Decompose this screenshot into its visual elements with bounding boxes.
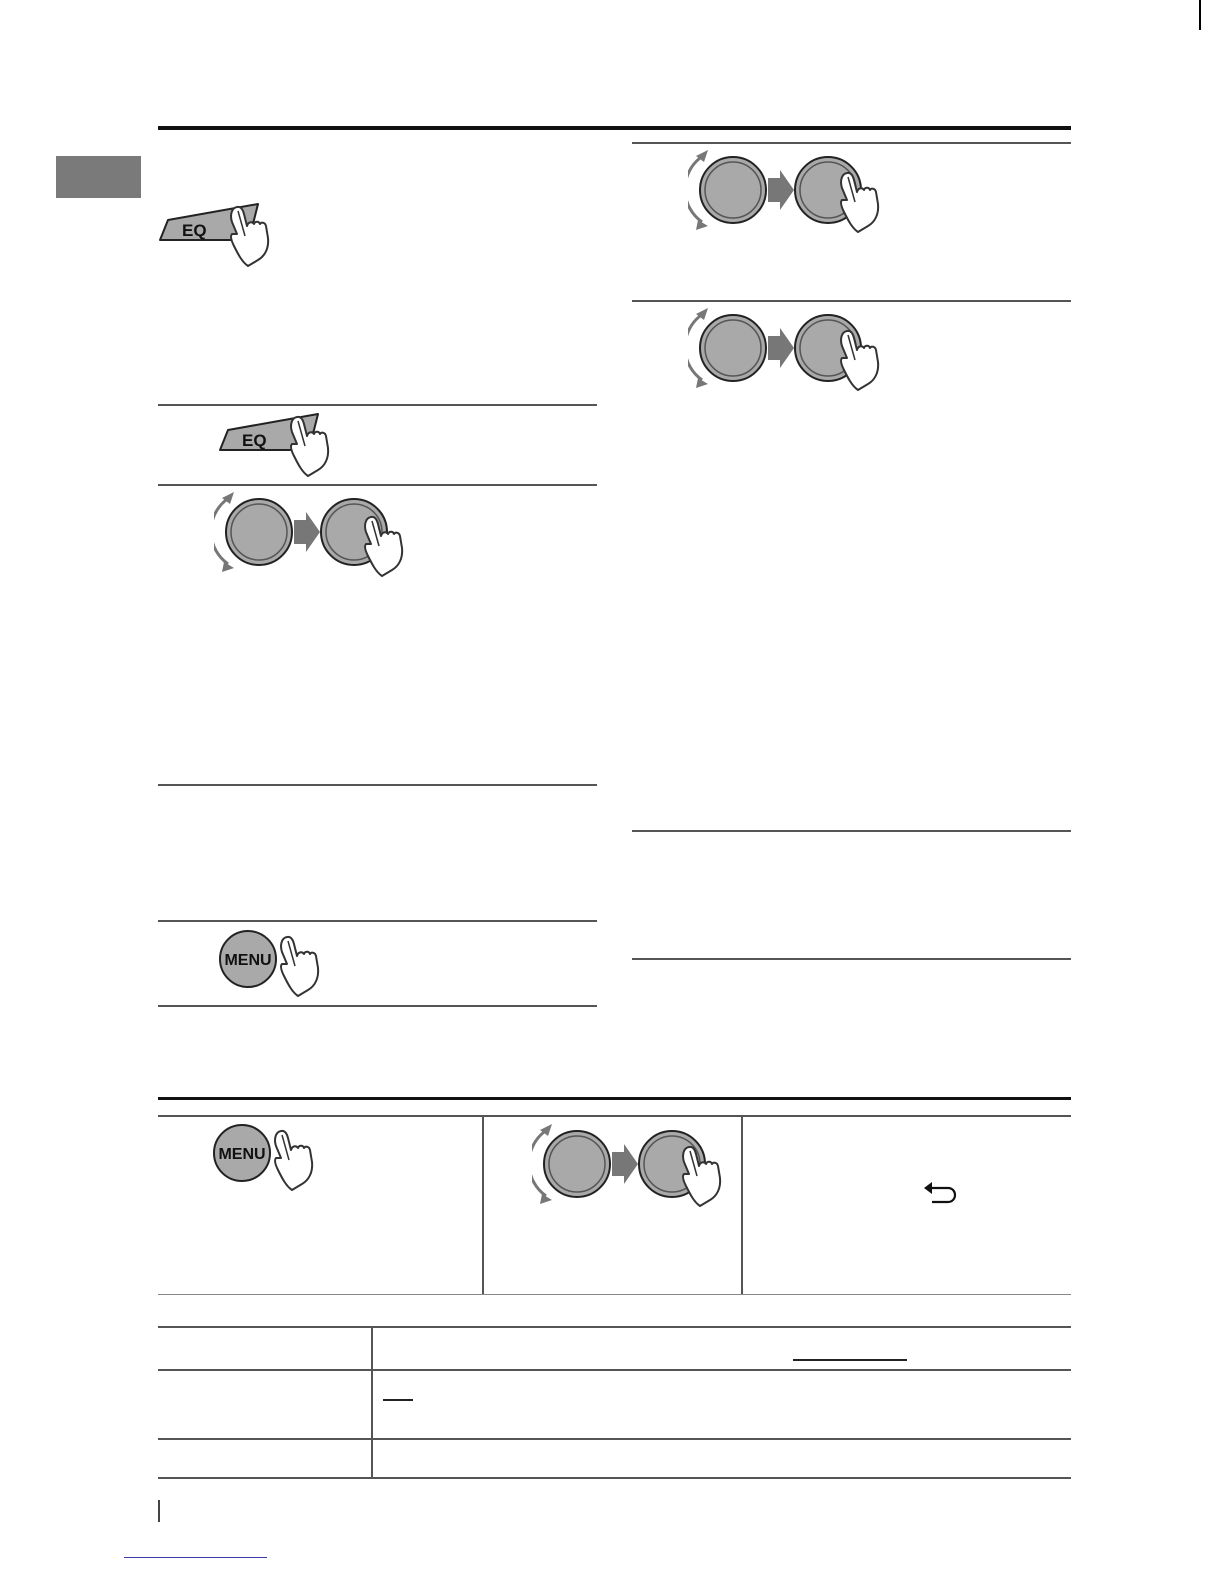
footer-link-underline bbox=[124, 1557, 267, 1558]
left-col-rule-4 bbox=[158, 920, 597, 922]
table-rule-2 bbox=[158, 1369, 1071, 1371]
menu-button-illustration-2 bbox=[210, 1122, 330, 1194]
control-dial-illustration-steps bbox=[532, 1118, 742, 1214]
left-col-rule-1 bbox=[158, 404, 597, 406]
table-underline-2 bbox=[383, 1399, 413, 1401]
left-col-rule-5 bbox=[158, 1005, 597, 1007]
eq-button-label: EQ bbox=[242, 431, 267, 450]
table-rule-1 bbox=[158, 1326, 1071, 1328]
table-rule-4 bbox=[158, 1477, 1071, 1479]
steps-top-rule bbox=[158, 1115, 1071, 1117]
control-dial-illustration-right-2 bbox=[688, 302, 898, 398]
left-col-rule-3 bbox=[158, 784, 597, 786]
right-col-rule-3 bbox=[632, 830, 1071, 832]
menu-button-illustration-1 bbox=[216, 928, 336, 1000]
right-col-rule-4 bbox=[632, 958, 1071, 960]
eq-button-label: EQ bbox=[182, 221, 207, 240]
eq-button-illustration-1 bbox=[158, 200, 278, 270]
menu-section-rule bbox=[158, 1097, 1071, 1100]
menu-button-label: MENU bbox=[224, 952, 272, 969]
table-underline-1 bbox=[793, 1359, 907, 1361]
control-dial-illustration-left bbox=[214, 486, 424, 582]
language-tab bbox=[56, 156, 141, 198]
page-edge-mark bbox=[1199, 0, 1201, 30]
back-icon bbox=[922, 1180, 958, 1206]
steps-bottom-rule bbox=[158, 1294, 1071, 1295]
menu-button-label: MENU bbox=[218, 1146, 266, 1163]
page-number-mark bbox=[158, 1500, 160, 1522]
table-col-divider bbox=[371, 1327, 373, 1478]
control-dial-illustration-right-1 bbox=[688, 144, 898, 240]
eq-button-illustration-2 bbox=[218, 410, 338, 480]
section-top-rule bbox=[158, 126, 1071, 130]
table-rule-3 bbox=[158, 1438, 1071, 1440]
steps-divider-1 bbox=[482, 1116, 484, 1294]
